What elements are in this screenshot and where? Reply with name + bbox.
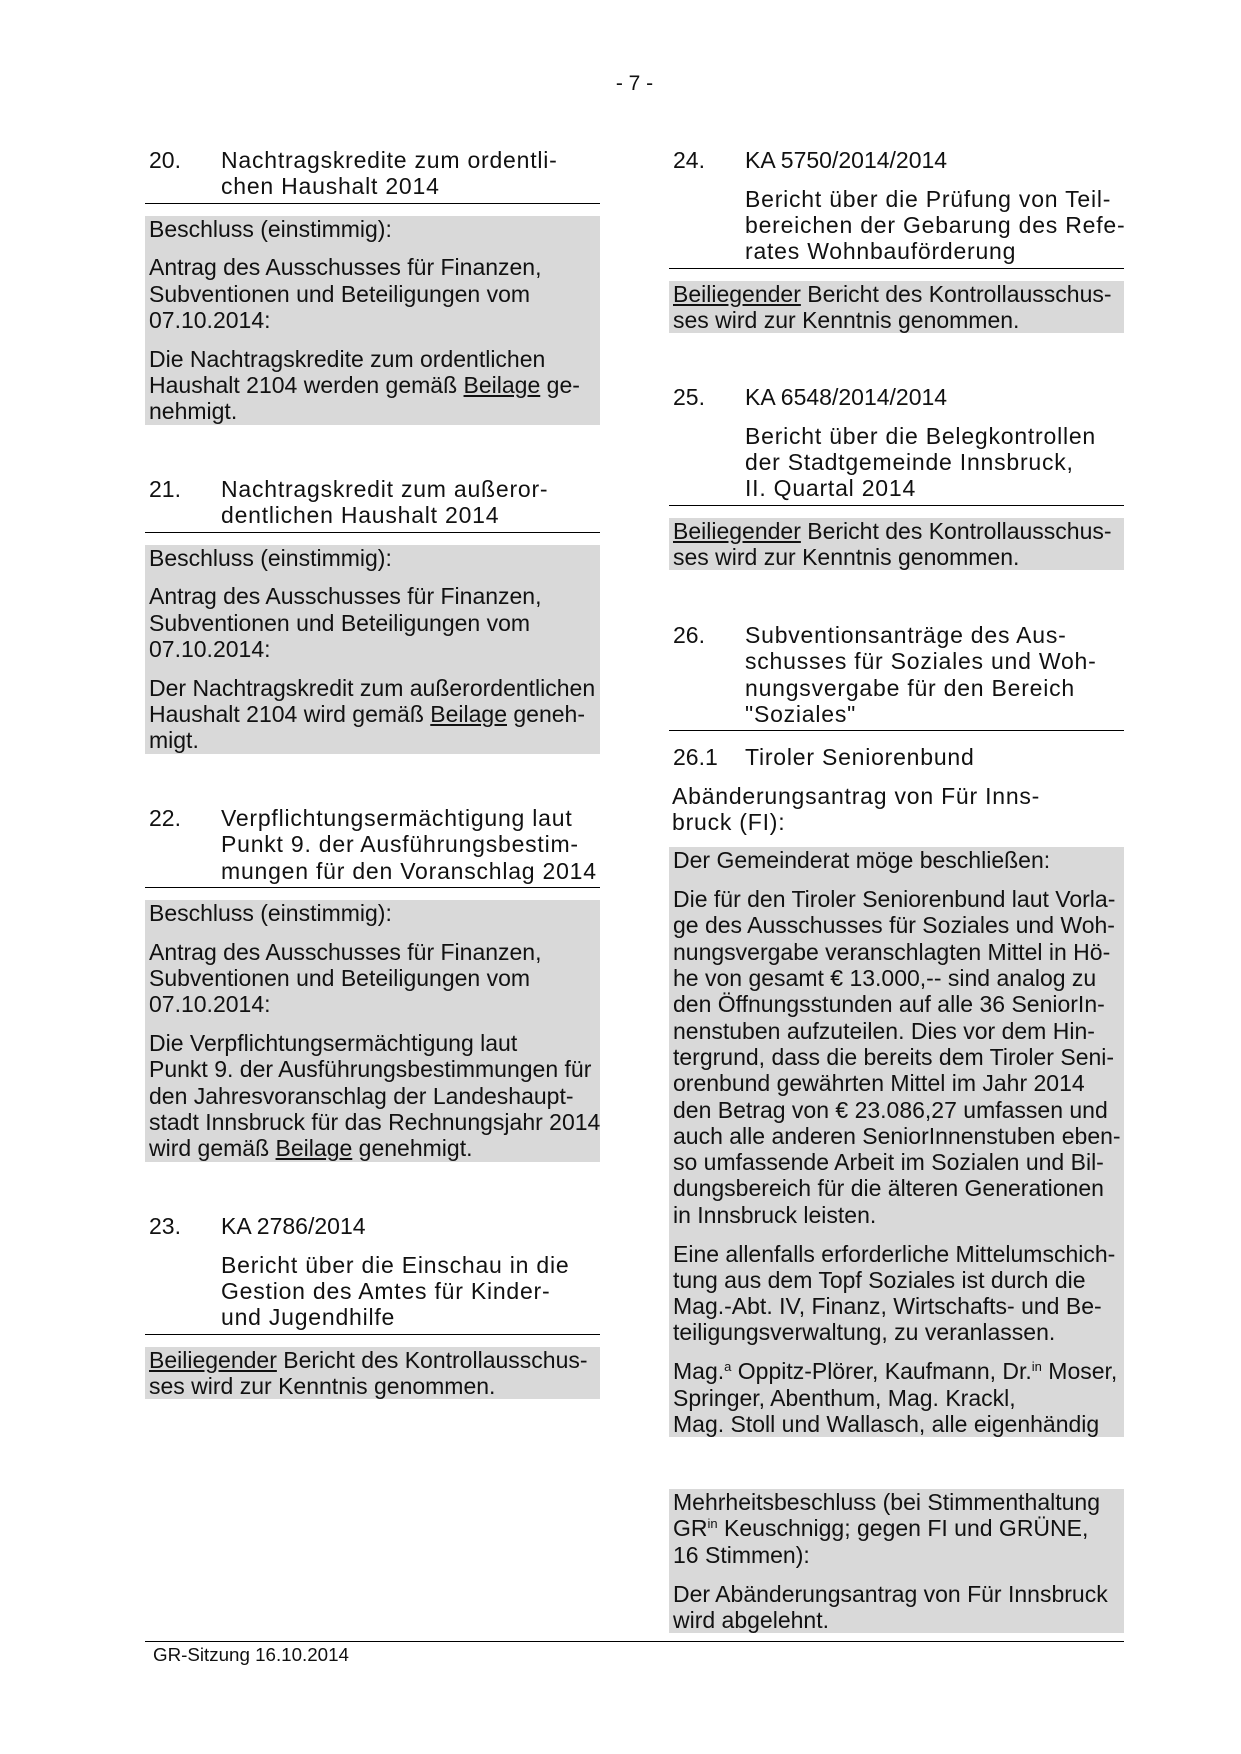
item-title <box>745 186 1124 265</box>
vote-text: GR <box>673 1515 708 1542</box>
item-title-line: der Stadtgemeinde Innsbruck, <box>745 449 1074 476</box>
vote-decision-line <box>673 1515 1124 1541</box>
amendment-line: dungsbereich für die älteren Generationen <box>673 1175 1104 1202</box>
heading-rule <box>145 887 600 888</box>
item-title <box>221 1252 600 1331</box>
motion-line: 07.10.2014: <box>149 991 271 1018</box>
resolution-text: Bericht des Kontrollausschus- <box>800 280 1112 307</box>
item-reference: KA 5750/2014/2014 <box>745 147 948 173</box>
motion-line: Subventionen und Beteiligungen vom <box>149 280 531 307</box>
agenda-item-26 <box>669 622 1124 1633</box>
decision-label: Beschluss (einstimmig): <box>149 899 392 926</box>
motion-paragraph <box>149 583 600 662</box>
decision-box <box>669 281 1124 334</box>
resolution-line: stadt Innsbruck für das Rechnungsjahr 2014 <box>149 1108 601 1135</box>
resolution-text: genehmigt. <box>352 1135 473 1162</box>
amendment-line: auch alle anderen SeniorInnenstuben eben- <box>673 1122 1121 1149</box>
resolution-paragraph <box>673 518 1124 571</box>
resolution-paragraph <box>149 346 600 425</box>
resolution-line <box>149 701 600 727</box>
beiliegender-link[interactable]: Beiliegender <box>149 1346 277 1373</box>
amendment-label-paragraph <box>673 847 1124 873</box>
amendment-intro-line: Abänderungsantrag von Für Inns- <box>672 782 1041 809</box>
resolution-line <box>673 281 1124 307</box>
item-title-line: schusses für Soziales und Woh- <box>745 648 1097 675</box>
amendment-line: Die für den Tiroler Seniorenbund laut Vorla- <box>673 886 1116 913</box>
amendment-line: Mag.-Abt. IV, Finanz, Wirtschafts- und Be- <box>673 1293 1102 1320</box>
resolution-paragraph <box>673 281 1124 334</box>
heading-rule <box>145 203 600 204</box>
motion-line: Antrag des Ausschusses für Finanzen, <box>149 583 542 610</box>
resolution-line <box>149 1135 600 1161</box>
resolution-line: ses wird zur Kenntnis genommen. <box>149 1372 496 1399</box>
resolution-paragraph <box>149 1030 600 1161</box>
resolution-text: wird gemäß <box>149 1135 276 1162</box>
resolution-text: Bericht des Kontrollausschus- <box>800 517 1112 544</box>
item-heading <box>669 622 1124 727</box>
item-heading <box>145 805 600 884</box>
amendment-line: Eine allenfalls erforderliche Mittelumschich- <box>673 1240 1116 1267</box>
item-heading <box>145 476 600 529</box>
decision-box <box>669 518 1124 571</box>
amendment-line: so umfassende Arbeit im Sozialen und Bil- <box>673 1149 1104 1176</box>
decision-box <box>145 216 600 425</box>
item-title-line: chen Haushalt 2014 <box>221 173 440 200</box>
subitem-heading <box>669 744 1124 770</box>
vote-result-paragraph <box>673 1581 1124 1634</box>
motion-line: Subventionen und Beteiligungen vom <box>149 964 531 991</box>
vote-text: Keuschnigg; gegen FI und GRÜNE, <box>717 1515 1089 1542</box>
item-title-line: Subventionsanträge des Aus- <box>745 622 1067 648</box>
resolution-line: ses wird zur Kenntnis genommen. <box>673 306 1020 333</box>
item-title-line: nungsvergabe für den Bereich <box>745 674 1075 701</box>
amendment-paragraph <box>673 1241 1124 1346</box>
signatory-text: Moser, <box>1041 1358 1118 1385</box>
signatory-text: Mag. <box>673 1358 725 1385</box>
motion-line: 07.10.2014: <box>149 306 271 333</box>
decision-label: Beschluss (einstimmig): <box>149 544 392 571</box>
heading-rule <box>669 505 1124 506</box>
resolution-line <box>149 372 600 398</box>
resolution-line: migt. <box>149 727 199 754</box>
resolution-text: Haushalt 2104 wird gemäß <box>149 701 431 728</box>
agenda-item-25 <box>669 384 1124 570</box>
agenda-item-23 <box>145 1213 600 1399</box>
item-title-line: Gestion des Amtes für Kinder- <box>221 1278 551 1305</box>
signatories-line: Mag. Stoll und Wallasch, alle eigenhändig <box>673 1410 1100 1437</box>
decision-box <box>145 900 600 1162</box>
amendment-box <box>669 847 1124 1437</box>
item-reference: KA 2786/2014 <box>221 1213 366 1239</box>
amendment-line: ge des Ausschusses für Soziales und Woh- <box>673 912 1115 939</box>
item-title-line: Nachtragskredit zum außeror- <box>221 476 549 502</box>
heading-rule <box>669 730 1124 731</box>
decision-label: Beschluss (einstimmig): <box>149 215 392 242</box>
amendment-line: tergrund, dass die bereits dem Tiroler Seni- <box>673 1043 1115 1070</box>
item-title <box>745 423 1124 502</box>
amendment-line: den Öffnungsstunden auf alle 36 SeniorIn- <box>673 991 1105 1018</box>
footer-session-date: GR-Sitzung 16.10.2014 <box>153 1644 349 1665</box>
item-title-line: rates Wohnbauförderung <box>745 238 1017 265</box>
decision-label-paragraph <box>149 900 600 926</box>
item-number: 24. <box>673 147 705 173</box>
item-heading <box>145 1213 600 1331</box>
vote-decision-line: 16 Stimmen): <box>673 1541 810 1568</box>
signatory-text: Oppitz-Plörer, Kaufmann, Dr. <box>731 1358 1032 1385</box>
title-superscript: in <box>707 1516 718 1532</box>
item-title-line: Verpflichtungsermächtigung laut <box>221 805 573 831</box>
decision-box <box>145 545 600 754</box>
beilage-link[interactable]: Beilage <box>430 701 507 728</box>
agenda-item-20 <box>145 147 600 425</box>
amendment-line: tung aus dem Topf Soziales ist durch die <box>673 1266 1086 1293</box>
resolution-text: Bericht des Kontrollausschus- <box>276 1346 588 1373</box>
item-number: 20. <box>149 147 181 173</box>
heading-rule <box>145 532 600 533</box>
signatories-line: Springer, Abenthum, Mag. Krackl, <box>673 1384 1016 1411</box>
beilage-link[interactable]: Beilage <box>275 1135 353 1162</box>
item-number: 25. <box>673 384 705 410</box>
vote-decision-line: Mehrheitsbeschluss (bei Stimmenthaltung <box>673 1489 1100 1516</box>
item-reference: KA 6548/2014/2014 <box>745 384 948 410</box>
resolution-line: nehmigt. <box>149 398 238 425</box>
amendment-intro-line: bruck (FI): <box>672 809 786 836</box>
vote-box <box>669 1489 1124 1633</box>
item-heading <box>145 147 600 200</box>
amendment-line: nungsvergabe veranschlagten Mittel in Hö- <box>673 938 1111 965</box>
resolution-line <box>149 1347 600 1373</box>
subitem-number: 26.1 <box>673 743 718 770</box>
amendment-label: Der Gemeinderat möge beschließen: <box>673 847 1051 874</box>
item-title-line: II. Quartal 2014 <box>745 475 917 502</box>
item-number: 23. <box>149 1213 181 1239</box>
resolution-line: Die Verpflichtungsermächtigung laut <box>149 1030 518 1057</box>
page-number: - 7 - <box>615 72 654 95</box>
amendment-line: nenstuben aufzuteilen. Dies vor dem Hin- <box>673 1017 1095 1044</box>
amendment-line: he von gesamt € 13.000,-- sind analog zu <box>673 965 1097 992</box>
item-title-line: "Soziales" <box>745 700 857 727</box>
signatories-line <box>673 1358 1124 1384</box>
amendment-line: den Betrag von € 23.086,27 umfassen und <box>673 1096 1108 1123</box>
resolution-line: Punkt 9. der Ausführungsbestimmungen für <box>149 1056 592 1083</box>
item-number: 26. <box>673 622 705 648</box>
motion-line: Antrag des Ausschusses für Finanzen, <box>149 938 542 965</box>
heading-rule <box>145 1334 600 1335</box>
item-title-line: dentlichen Haushalt 2014 <box>221 502 500 529</box>
title-superscript: in <box>1031 1359 1042 1375</box>
decision-label-paragraph <box>149 545 600 571</box>
decision-label-paragraph <box>149 216 600 242</box>
signatories-paragraph <box>673 1358 1124 1437</box>
vote-result-line: wird abgelehnt. <box>673 1606 829 1633</box>
item-title-line: Bericht über die Einschau in die <box>221 1251 570 1278</box>
resolution-text: ge- <box>540 372 580 399</box>
motion-paragraph <box>149 939 600 1018</box>
footer-rule <box>145 1641 1124 1642</box>
item-title-line: Bericht über die Belegkontrollen <box>745 422 1096 449</box>
resolution-line: Die Nachtragskredite zum ordentlichen <box>149 345 546 372</box>
amendment-line: in Innsbruck leisten. <box>673 1201 877 1228</box>
resolution-text: Haushalt 2104 werden gemäß <box>149 372 464 399</box>
item-number: 21. <box>149 476 181 502</box>
vote-result-line: Der Abänderungsantrag von Für Innsbruck <box>673 1580 1108 1607</box>
vote-decision-paragraph <box>673 1489 1124 1568</box>
amendment-line: orenbund gewährten Mittel im Jahr 2014 <box>673 1070 1085 1097</box>
resolution-line <box>673 518 1124 544</box>
item-title-line: Nachtragskredite zum ordentli- <box>221 147 558 173</box>
amendment-line: teiligungsverwaltung, zu veranlassen. <box>673 1319 1056 1346</box>
decision-box <box>145 1347 600 1400</box>
motion-line: Subventionen und Beteiligungen vom <box>149 609 531 636</box>
item-title-line: und Jugendhilfe <box>221 1304 396 1331</box>
resolution-paragraph <box>149 675 600 754</box>
item-heading <box>669 147 1124 265</box>
heading-rule <box>669 268 1124 269</box>
title-superscript: a <box>724 1359 732 1375</box>
resolution-line: den Jahresvoranschlag der Landeshaupt- <box>149 1082 574 1109</box>
item-title-line: mungen für den Voranschlag 2014 <box>221 857 597 884</box>
motion-paragraph <box>149 254 600 333</box>
motion-line: 07.10.2014: <box>149 635 271 662</box>
agenda-item-21 <box>145 476 600 754</box>
resolution-line: ses wird zur Kenntnis genommen. <box>673 543 1020 570</box>
subitem-title: Tiroler Seniorenbund <box>745 743 975 770</box>
item-number: 22. <box>149 805 181 831</box>
agenda-item-24 <box>669 147 1124 333</box>
beilage-link[interactable]: Beilage <box>463 372 541 399</box>
resolution-paragraph <box>149 1347 600 1400</box>
item-title-line: Bericht über die Prüfung von Teil- <box>745 185 1112 212</box>
resolution-text: geneh- <box>507 701 586 728</box>
item-title-line: Punkt 9. der Ausführungsbestim- <box>221 831 579 858</box>
agenda-item-22 <box>145 805 600 1162</box>
amendment-intro <box>669 783 1124 836</box>
beiliegender-link[interactable]: Beiliegender <box>673 517 801 544</box>
motion-line: Antrag des Ausschusses für Finanzen, <box>149 254 542 281</box>
item-heading <box>669 384 1124 502</box>
amendment-paragraph <box>673 886 1124 1228</box>
beiliegender-link[interactable]: Beiliegender <box>673 280 801 307</box>
resolution-line: Der Nachtragskredit zum außerordentlichen <box>149 674 596 701</box>
item-title-line: bereichen der Gebarung des Refe- <box>745 212 1126 239</box>
